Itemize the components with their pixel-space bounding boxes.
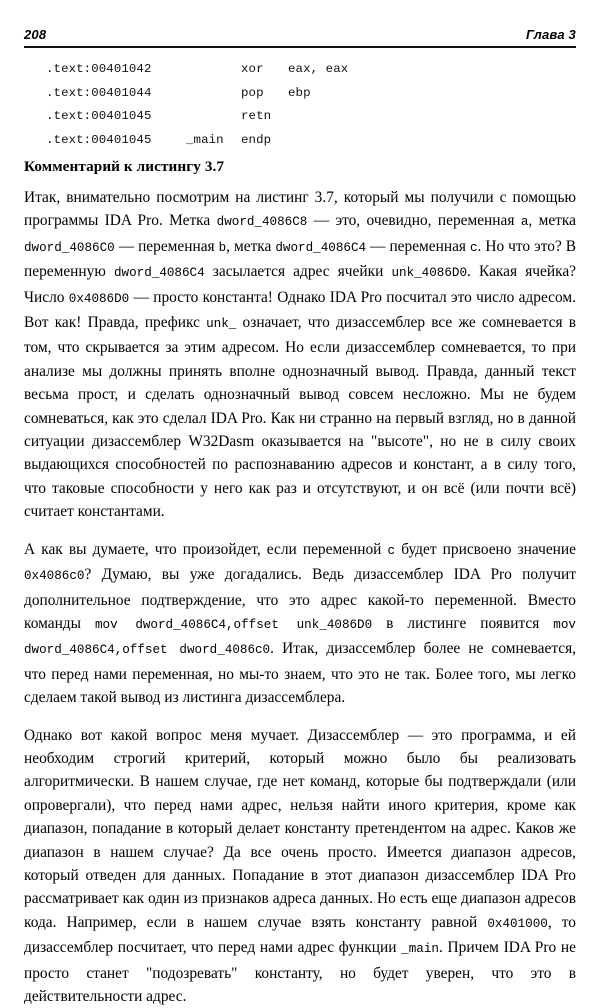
chapter-title: Глава 3 [526, 27, 576, 42]
code-operands: ebp [288, 85, 311, 100]
text-run: — переменная [114, 237, 219, 255]
text-run: Однако вот какой вопрос меня мучает. Дизассемблер — это программа, и ей необходим строгий критерий, который можно было бы реализовать алгоритмически. В нашем случае, где нет команд, которые бы подтверждали (или опровергали), что перед нами адрес, нельзя найти иного критерия, кроме как диапазон, попадание в который делает константу претендентом на адрес. Каков же диапазон в нашем случае? Да все очень просто. Имеется диапазон адресов, который отведен для данных. Попадание в этот диапазон дизассемблер IDA Pro рассматривает как один из признаков адреса данных. Но есть еще диапазон адресов кода. Например, если в нашем случае взять константу равной [24, 726, 576, 931]
code-address: .text:00401044 [46, 85, 152, 100]
inline-code: _main [401, 942, 439, 957]
inline-code: 0x4086c0 [24, 569, 85, 584]
inline-code: dword_4086C8 [216, 215, 308, 230]
inline-code: 0x401000 [487, 916, 548, 931]
text-run: . Итак, дизассемблер более не сомневается, что перед нами переменная, но мы-то знаем, что это не так. Более того, мы легко сделаем такой вывод из листинга дизассемблера. [24, 640, 576, 707]
text-run: . Причем IDA Pro не просто станет "подозревать" константу, но будет уверен, что это в действительности адрес. [24, 939, 576, 1005]
inline-code: dword_4086C4 [275, 240, 367, 255]
code-address: .text:00401045 [46, 109, 152, 123]
code-mnemonic: pop [241, 85, 264, 100]
code-listing [46, 58, 348, 152]
inline-code: dword_4086C0 [24, 240, 115, 255]
text-run: — это, очевидно, переменная [307, 212, 521, 230]
text-run: — переменная [366, 237, 470, 255]
code-label: _main [186, 132, 224, 147]
inline-code: b [218, 240, 227, 255]
inline-code: unk_4086D0 [391, 266, 468, 281]
code-mnemonic: endp [241, 132, 272, 147]
inline-code: unk_ [206, 317, 237, 332]
section-heading: Комментарий к листингу 3.7 [24, 158, 225, 175]
code-line [46, 58, 348, 82]
page-number: 208 [24, 27, 47, 42]
code-line [46, 105, 348, 129]
code-address: .text:00401042 [46, 62, 152, 76]
text-run: , то дизассемблер посчитает, что перед нами адрес функции [24, 913, 576, 957]
text-run: А как вы думаете, что произойдет, если переменной [24, 540, 388, 558]
text-run: ? Думаю, вы уже догадались. Ведь дизассемблер IDA Pro получит дополнительное подтверждение, что это адрес какой-то переменной. Вместо команды [24, 566, 576, 632]
text-run: , метка [226, 237, 276, 255]
code-operands: eax, eax [288, 62, 349, 76]
text-run: . Но что это? В переменную [24, 237, 577, 281]
inline-code: a [520, 215, 529, 230]
text-run: Итак, внимательно посмотрим на листинг 3.7, который мы получили с помощью программы IDA Pro. Метка [24, 189, 576, 230]
inline-code: c [469, 240, 478, 255]
code-line [46, 129, 348, 153]
paragraph [24, 724, 576, 1008]
code-line [46, 82, 348, 106]
inline-code: c [387, 543, 396, 558]
text-run: . Какая ячейка? Число [24, 263, 576, 306]
inline-code: mov dword_4086C4,offset unk_4086D0 [94, 617, 373, 632]
text-run: засылается адрес ячейки [204, 263, 392, 281]
text-run: в листинге появится [372, 614, 554, 632]
paragraph [24, 538, 576, 710]
code-mnemonic: xor [241, 62, 264, 76]
paragraph [24, 186, 576, 524]
body-text [24, 186, 576, 1008]
text-run: — просто константа! Однако IDA Pro посчитал это число адресом. Вот как! Правда, префикс [24, 288, 576, 332]
text-run: будет присвоено значение [395, 540, 576, 558]
header-rule [24, 46, 576, 48]
inline-code: mov dword_4086C4,offset dword_4086c0 [24, 617, 576, 658]
running-head [24, 27, 576, 42]
inline-code: 0x4086D0 [68, 291, 130, 306]
inline-code: dword_4086C4 [113, 266, 205, 281]
code-mnemonic: retn [241, 109, 272, 123]
text-run: означает, что дизассемблер все же сомневается в том, что скрывается за этим адресом. Но если дизассемблер сомневается, то при анализе мы должны принять вполне однозначный вывод. Правда, данный текст весьма прост, и сделать однозначный вывод совсем несложно. Мы не будем сомневаться, как это сделал IDA Pro. Как ни странно на первый взгляд, но в данной ситуации дизассемблер W32Dasm оказывается на "высоте", но не в силу своих выдающихся способностей по распознаванию адресов и констант, а в силу того, что таковые способности у него как раз и отсутствуют, и он всё (или почти всё) считает константами. [24, 314, 576, 521]
code-address: .text:00401045 [46, 132, 152, 147]
text-run: , метка [528, 212, 576, 230]
